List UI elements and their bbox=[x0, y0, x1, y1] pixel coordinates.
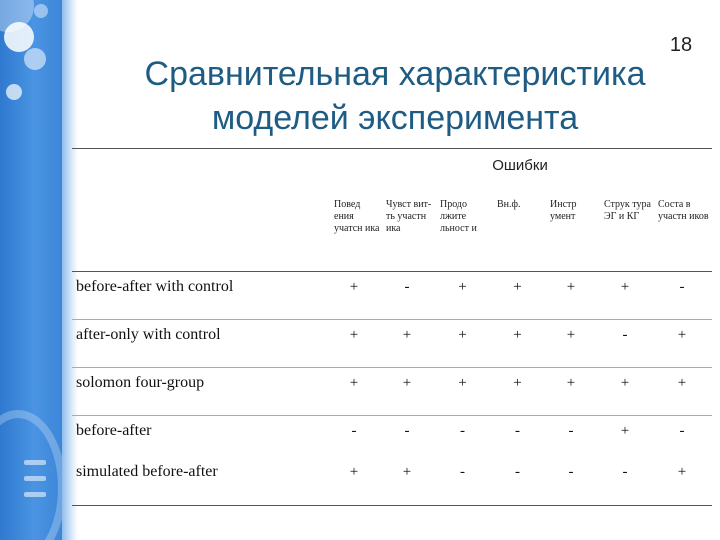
empty-corner-cell bbox=[72, 149, 328, 196]
cell-value: + bbox=[402, 464, 412, 480]
errors-group-header: Ошибки bbox=[328, 149, 712, 196]
cell-value: - bbox=[460, 423, 465, 439]
cell-value: + bbox=[380, 368, 434, 416]
cell-value: + bbox=[620, 423, 630, 439]
dash-decoration bbox=[24, 460, 46, 465]
cell-value: + bbox=[434, 368, 491, 416]
cell-value: - bbox=[460, 464, 465, 480]
title-line-1: Сравнительная характеристика bbox=[144, 55, 646, 93]
column-header: Соста в участн иков bbox=[652, 195, 712, 272]
dash-decoration bbox=[24, 476, 46, 481]
table-row-combined bbox=[72, 416, 712, 506]
cell-value: + bbox=[491, 368, 544, 416]
cell-stack bbox=[544, 416, 598, 506]
cell-value: + bbox=[434, 320, 491, 368]
title-line-2: моделей эксперимента bbox=[211, 99, 579, 137]
table-row bbox=[72, 368, 712, 416]
dash-decoration bbox=[24, 492, 46, 497]
cell-value: + bbox=[328, 320, 380, 368]
empty-corner-cell bbox=[72, 195, 328, 272]
cell-value: + bbox=[349, 464, 359, 480]
cell-value: + bbox=[328, 368, 380, 416]
row-label: after-only with control bbox=[72, 320, 328, 368]
column-header: Инстр умент bbox=[544, 195, 598, 272]
cell-value: - bbox=[679, 423, 685, 439]
column-header: Продо лжите льност и bbox=[434, 195, 491, 272]
bubble-decoration bbox=[34, 4, 48, 18]
cell-stack bbox=[380, 416, 434, 506]
row-label: solomon four-group bbox=[72, 368, 328, 416]
cell-value: + bbox=[491, 320, 544, 368]
row-label-stack bbox=[72, 416, 328, 506]
table-row bbox=[72, 272, 712, 320]
cell-value: + bbox=[652, 368, 712, 416]
cell-value: + bbox=[434, 272, 491, 320]
cell-value: + bbox=[328, 272, 380, 320]
cell-value: + bbox=[598, 272, 652, 320]
bubble-decoration bbox=[4, 22, 34, 52]
cell-value: - bbox=[622, 464, 628, 480]
column-header: Повед ения учатсн ика bbox=[328, 195, 380, 272]
cell-value: + bbox=[677, 464, 687, 480]
comparison-table bbox=[72, 148, 712, 506]
bubble-decoration bbox=[24, 48, 46, 70]
cell-value: - bbox=[568, 464, 574, 480]
cell-stack bbox=[328, 416, 380, 506]
row-label: before-after bbox=[76, 422, 152, 439]
cell-value: - bbox=[568, 423, 574, 439]
cell-value: + bbox=[598, 368, 652, 416]
row-label: simulated before-after bbox=[76, 463, 218, 480]
cell-value: + bbox=[544, 320, 598, 368]
column-header-row bbox=[72, 195, 712, 272]
cell-value: - bbox=[404, 423, 410, 439]
cell-value: + bbox=[652, 320, 712, 368]
cell-stack bbox=[491, 416, 544, 506]
slide-title bbox=[90, 52, 700, 140]
cell-value: + bbox=[380, 320, 434, 368]
cell-stack bbox=[652, 416, 712, 506]
cell-value: + bbox=[544, 272, 598, 320]
arc-decoration bbox=[0, 410, 62, 540]
column-header: Чувст вит-ть участн ика bbox=[380, 195, 434, 272]
cell-value: - bbox=[515, 464, 520, 480]
cell-value: - bbox=[515, 423, 520, 439]
cell-value: - bbox=[652, 272, 712, 320]
cell-value: - bbox=[598, 320, 652, 368]
header-row-top bbox=[72, 149, 712, 196]
cell-stack bbox=[434, 416, 491, 506]
column-header: Струк тура ЭГ и КГ bbox=[598, 195, 652, 272]
decorative-sidebar bbox=[0, 0, 62, 540]
cell-stack bbox=[598, 416, 652, 506]
table-row bbox=[72, 320, 712, 368]
cell-value: + bbox=[491, 272, 544, 320]
bubble-decoration bbox=[6, 84, 22, 100]
cell-value: - bbox=[351, 423, 357, 439]
cell-value: - bbox=[380, 272, 434, 320]
column-header: Вн.ф. bbox=[491, 195, 544, 272]
page-number: 18 bbox=[669, 34, 693, 56]
row-label: before-after with control bbox=[72, 272, 328, 320]
cell-value: + bbox=[544, 368, 598, 416]
